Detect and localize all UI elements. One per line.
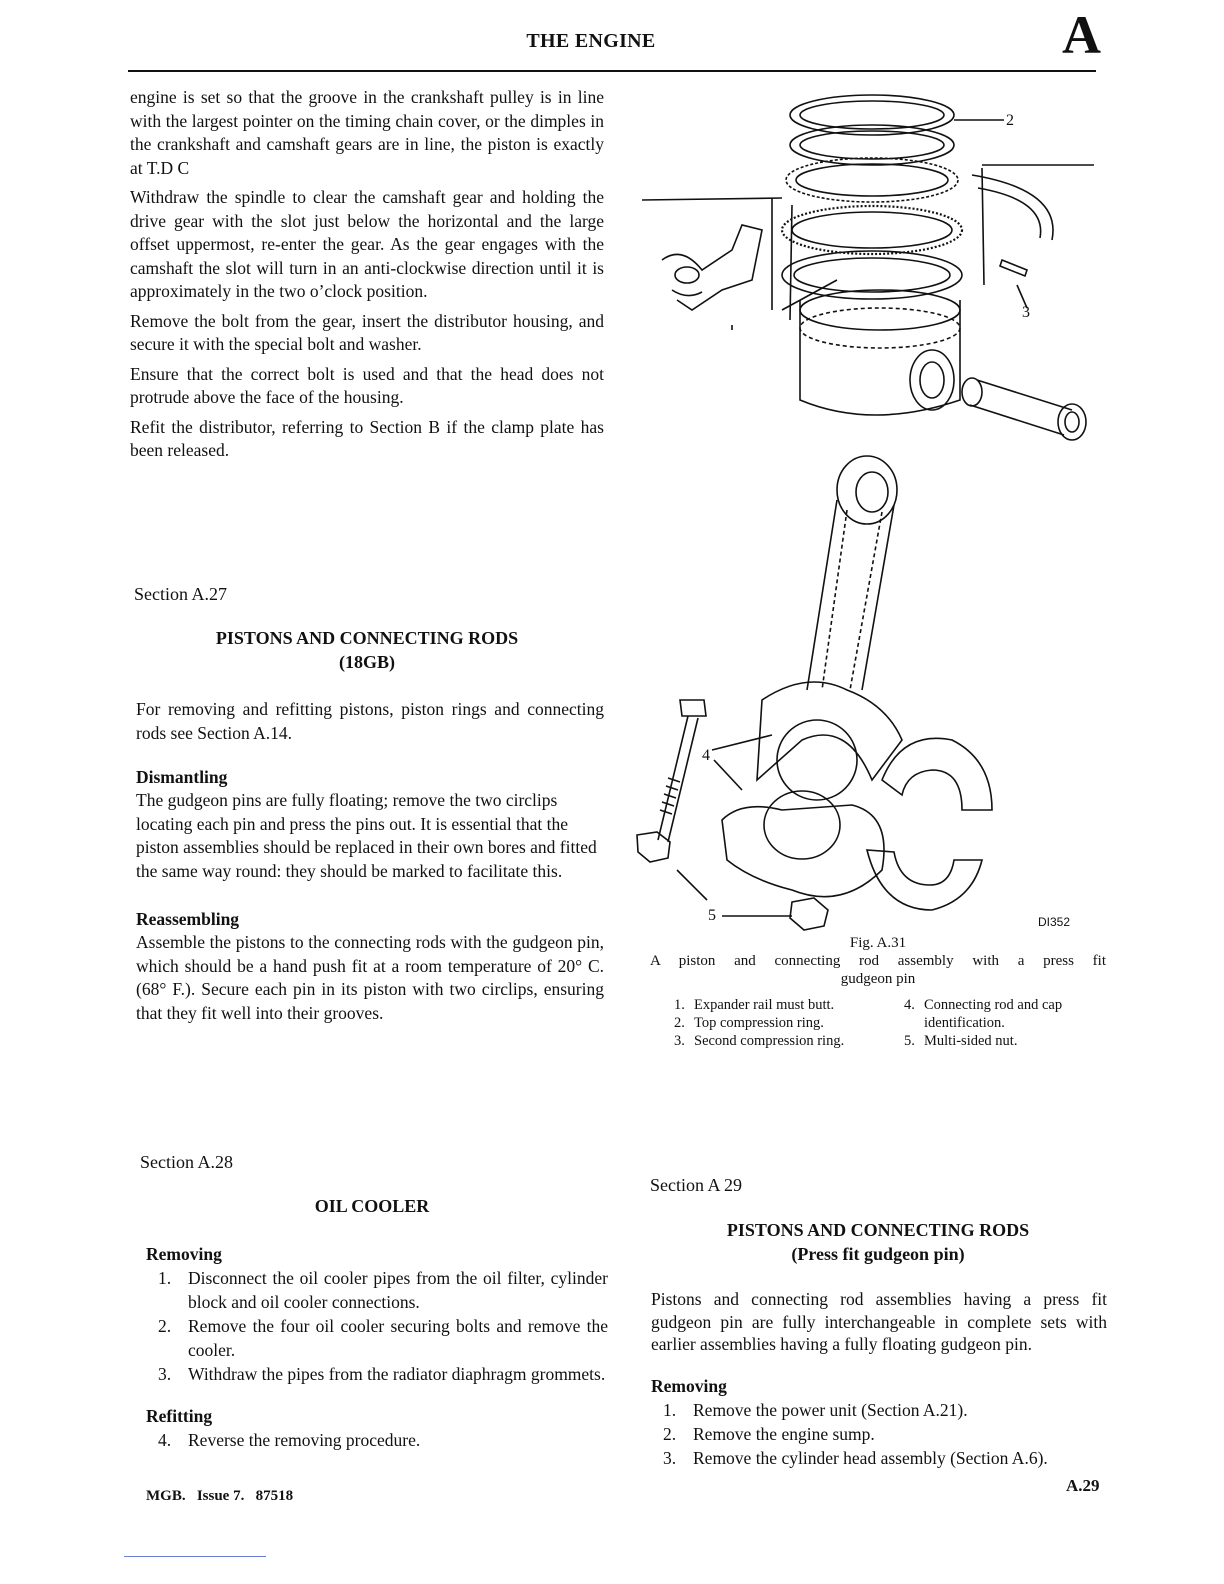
section-letter: A <box>1062 5 1101 65</box>
section-a27-intro: For removing and refitting pistons, piston rings and connecting rods see Section A.14. <box>136 699 604 743</box>
link-underline <box>124 1556 266 1557</box>
gudgeon-pin-illustration <box>962 378 1086 440</box>
piston-body-illustration <box>800 290 960 415</box>
reassembling-text: Assemble the pistons to the connecting rods with the gudgeon pin, which should be a hand push fit at a room temperature of 20° C. (68° F.). Secure each pin in its piston with two circlips, ensuring that they fit well into their grooves. <box>136 932 604 1023</box>
section-a28-body <box>146 1242 608 1452</box>
section-a29-label: Section A 29 <box>650 1175 743 1195</box>
callout-4-leader <box>712 735 772 750</box>
callout-4: 4 <box>702 747 710 764</box>
section-a27-body <box>136 698 604 1031</box>
list-item: 2. Remove the engine sump. <box>663 1423 875 1444</box>
connecting-rod-illustration <box>722 456 902 897</box>
piston-rings-illustration <box>782 95 962 299</box>
oil-cooler-removing-heading: Removing <box>146 1244 222 1264</box>
circlip-illustration <box>972 175 1053 240</box>
callout-4-leader <box>714 760 742 790</box>
intro-text <box>130 86 604 469</box>
footer-issue: MGB. Issue 7. 87518 <box>146 1488 294 1504</box>
intro-paragraph: Refit the distributor, referring to Section B if the clamp plate has been released. <box>130 416 604 460</box>
list-item: 1. Disconnect the oil cooler pipes from the oil filter, cylinder block and oil cooler connections. <box>158 1268 608 1312</box>
list-item: 1. Remove the power unit (Section A.21). <box>663 1399 968 1420</box>
intro-paragraph: Withdraw the spindle to clear the camshaft gear and holding the drive gear with the slot just below the horizontal and the large offset uppermost, re-enter the gear. As the gear engages with the camshaft the slot will turn in an anti-clockwise direction until it is approximately in the two o’clock position. <box>130 187 604 301</box>
section-a27-title-line2: (18GB) <box>339 652 395 672</box>
dismantling-text: The gudgeon pins are fully floating; remove the two circlips locating each pin and press the pins out. It is essential that the piston assemblies should be replaced in their own bores and fitted the same way round: they should be marked to facilitate this. <box>136 790 597 881</box>
legend-item: 1. Expander rail must butt. <box>674 997 835 1013</box>
figure-code: DI352 <box>1038 915 1071 929</box>
page-number: A.29 <box>1066 1476 1100 1495</box>
callout-5-leader <box>677 870 707 900</box>
intro-paragraph: Remove the bolt from the gear, insert the distributor housing, and secure it with the special bolt and washer. <box>130 310 604 354</box>
oil-cooler-refitting-steps <box>146 1428 608 1452</box>
list-item: 2. Remove the four oil cooler securing bolts and remove the cooler. <box>158 1316 608 1360</box>
section-a28-title: OIL COOLER <box>314 1196 430 1216</box>
section-a29-intro: Pistons and connecting rod assemblies having a press fit gudgeon pin are fully interchangeable in complete sets with earlier assemblies having a fully floating gudgeon pin. <box>651 1289 1107 1354</box>
section-a27-title <box>130 626 604 674</box>
reassembling-heading: Reassembling <box>136 909 240 929</box>
intro-paragraph: Ensure that the correct bolt is used and that the head does not protrude above the face of the housing. <box>130 363 604 407</box>
section-a29-title-line1: PISTONS AND CONNECTING RODS <box>726 1220 1030 1240</box>
ring-segment-illustration <box>1000 260 1027 276</box>
big-end-bolt-illustration <box>658 700 706 842</box>
legend-item: 4. Connecting rod and cap <box>904 997 1063 1013</box>
callout-5: 5 <box>708 907 716 924</box>
figure-caption-line1: A piston and connecting rod assembly with a press fit <box>650 953 1106 969</box>
section-a28-label: Section A.28 <box>140 1152 233 1172</box>
page-header-title: THE ENGINE <box>526 30 656 52</box>
figure-legend-left <box>674 996 884 1050</box>
list-item: 4. Reverse the removing procedure. <box>158 1430 421 1450</box>
legend-item: 5. Multi-sided nut. <box>904 1033 1018 1049</box>
section-a29-body <box>651 1288 1107 1470</box>
figure-caption-title: Fig. A.31 <box>849 935 907 951</box>
section-a29-removing-steps <box>651 1398 1107 1470</box>
section-a29-removing-heading: Removing <box>651 1375 727 1396</box>
bearing-shells-illustration <box>867 738 992 910</box>
section-a27-title-line1: PISTONS AND CONNECTING RODS <box>215 628 519 648</box>
section-a27-label: Section A.27 <box>134 584 227 604</box>
oil-cooler-removing-steps <box>146 1266 608 1386</box>
intro-paragraph: engine is set so that the groove in the crankshaft pulley is in line with the largest pointer on the timing chain cover, or the dimples in the crankshaft and camshaft gears are in line, the piston is exactly at T.D C <box>130 87 604 178</box>
list-item: 3. Withdraw the pipes from the radiator diaphragm grommets. <box>158 1364 606 1384</box>
figure-caption <box>650 934 1106 988</box>
header-rule <box>128 70 1096 72</box>
figure-caption-line2: gudgeon pin <box>840 971 916 987</box>
list-item: 3. Remove the cylinder head assembly (Section A.6). <box>663 1447 1048 1468</box>
dismantling-heading: Dismantling <box>136 767 228 787</box>
callout-2: 2 <box>1006 112 1014 129</box>
oil-cooler-refitting-heading: Refitting <box>146 1406 213 1426</box>
figure-legend-right <box>904 996 1104 1050</box>
legend-item: identification. <box>924 1015 1005 1031</box>
legend-item: 3. Second compression ring. <box>674 1033 845 1049</box>
section-a29-title-line2: (Press fit gudgeon pin) <box>791 1244 965 1264</box>
section-a29-title <box>650 1218 1106 1266</box>
piston-connecting-rod-figure <box>632 80 1096 940</box>
drive-gear-illustration <box>662 225 762 310</box>
legend-item: 2. Top compression ring. <box>674 1015 824 1031</box>
callout-3: 3 <box>1022 304 1030 321</box>
